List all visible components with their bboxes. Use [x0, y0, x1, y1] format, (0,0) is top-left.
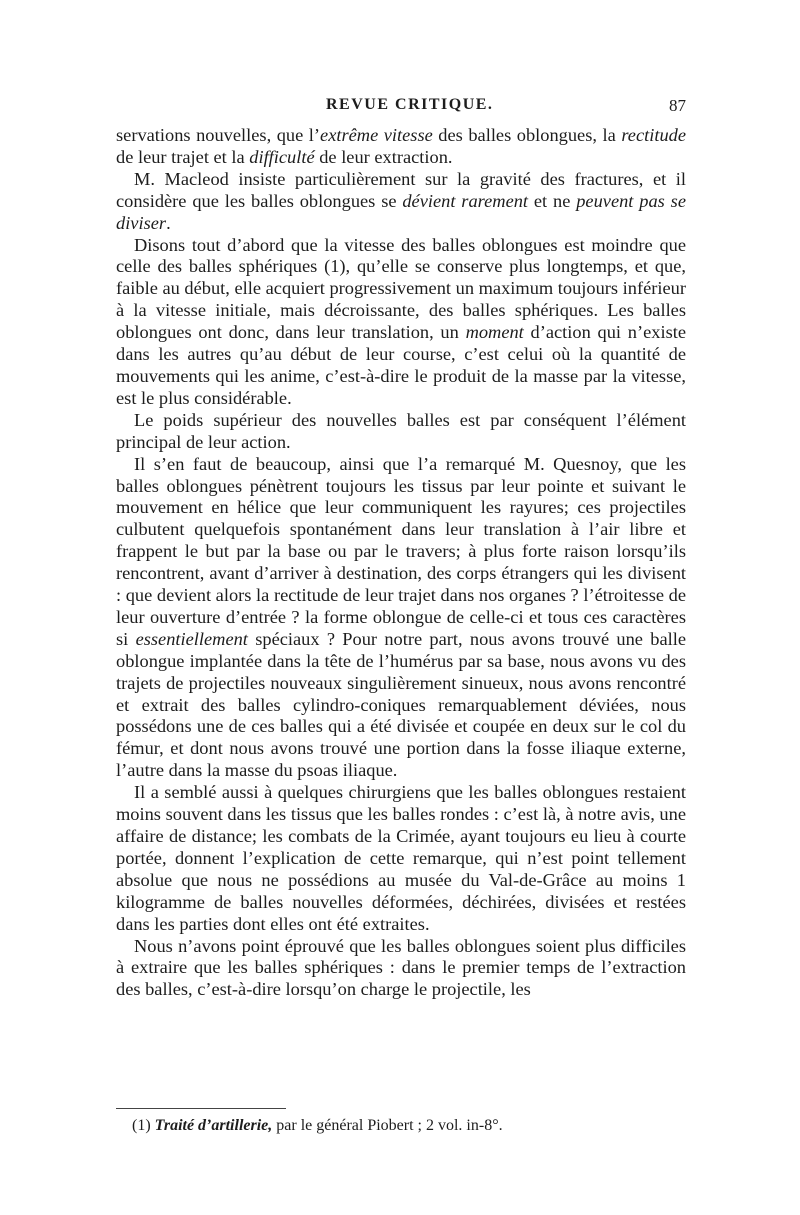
italic-phrase: moment	[465, 322, 524, 343]
text-run: .	[166, 212, 171, 233]
text-run: Le poids supérieur des nouvelles balles est par conséquent l’élément principal de leur action.	[116, 409, 686, 452]
italic-phrase: peuvent pas se diviser	[116, 190, 686, 233]
paragraph	[116, 125, 686, 169]
running-header	[116, 96, 686, 120]
text-run: M. Macleod insiste particulièrement sur la gravité des fractures, et il considère que les balles oblongues se	[116, 168, 686, 211]
text-run: Il s’en faut de beaucoup, ainsi que l’a remarqué M. Quesnoy, que les balles oblongues pénètrent toujours les tissus par leur pointe et suivant le mouvement en hélice que leur communiquent les rayures; ces projectiles culbutent quelquefois spontanément dans leur translation à l’air libre et frappent le but par la base ou par le travers; à plus forte raison lorsqu’ils rencontrent, avant d’arriver à destination, des corps étrangers qui les divisent : que devient alors la rectitude de leur trajet dans nos organes ? l’étroitesse de leur ouverture d’entrée ? la forme oblongue de celle-ci et tous ces caractères si	[116, 453, 686, 649]
italic-phrase: essentiellement	[135, 628, 248, 649]
running-title: REVUE CRITIQUE.	[326, 96, 494, 113]
paragraph	[116, 454, 686, 783]
italic-phrase: extrême vitesse	[320, 125, 433, 145]
body-text	[116, 125, 686, 1001]
text-run: et ne	[528, 190, 577, 211]
italic-phrase: difficulté	[249, 146, 315, 167]
paragraph	[116, 936, 686, 1002]
italic-phrase: dévient rarement	[402, 190, 529, 211]
italic-phrase: rectitude	[621, 125, 686, 145]
paragraph	[116, 235, 686, 410]
text-run: Nous n’avons point éprouvé que les balles oblongues soient plus difficiles à extraire que les balles sphériques : dans le premier temps de l’extraction des balles, c’est-à-dire lorsqu’on charge le projectile, les	[116, 935, 686, 1000]
paragraph	[116, 782, 686, 935]
text-run: servations nouvelles, que l’	[116, 125, 321, 145]
paragraph	[116, 169, 686, 235]
paragraph	[116, 410, 686, 454]
page-number: 87	[669, 96, 686, 115]
text-run: de leur trajet et la	[116, 146, 250, 167]
footnote-title: Traité d’artillerie,	[154, 1117, 273, 1134]
text-run: Disons tout d’abord que la vitesse des balles oblongues est moindre que celle des balles sphériques (1), qu’elle se conserve plus longtemps, et que, faible au début, elle acquiert progressivement un maximum toujours inférieur à la vitesse initiale, mais décroissante, des balles sphériques. Les balles oblongues ont donc, dans leur translation, un	[116, 234, 686, 343]
text-run: Il a semblé aussi à quelques chirurgiens que les balles oblongues restaient moins souvent dans les tissus que les balles rondes : c’est là, à notre avis, une affaire de distance; les combats de la Crimée, ayant toujours eu lieu à courte portée, donnent l’explication de cette remarque, qui n’est point tellement absolue que nous ne possédions au musée du Val-de-Grâce au moins 1 kilogramme de balles nouvelles déformées, déchirées, divisées et restées dans les parties dont elles ont été extraites.	[116, 782, 686, 934]
footnote	[132, 1116, 692, 1136]
text-run: de leur extraction.	[314, 146, 453, 167]
footnote-divider	[116, 1108, 286, 1109]
footnote-marker: (1)	[132, 1117, 151, 1134]
footnote-text: par le général Piobert ; 2 vol. in-8°.	[272, 1117, 503, 1134]
text-run: des balles oblongues, la	[432, 125, 622, 145]
text-run: spéciaux ? Pour notre part, nous avons trouvé une balle oblongue implantée dans la tête de l’humérus par sa base, nous avons vu des trajets de projectiles nouveaux singulièrement sinueux, nous avons rencontré et extrait des balles cylindro-coniques remarquablement déviées, nous possédons une de ces balles qui a été divisée et coupée en deux sur le col du fémur, et dont nous avons trouvé une portion dans la fosse iliaque externe, l’autre dans la masse du psoas iliaque.	[116, 628, 686, 781]
text-run: d’action qui n’existe dans les autres qu’au début de leur course, c’est celui où la quantité de mouvements qui les anime, c’est-à-dire le produit de la masse par la vitesse, est le plus considérable.	[116, 322, 686, 408]
